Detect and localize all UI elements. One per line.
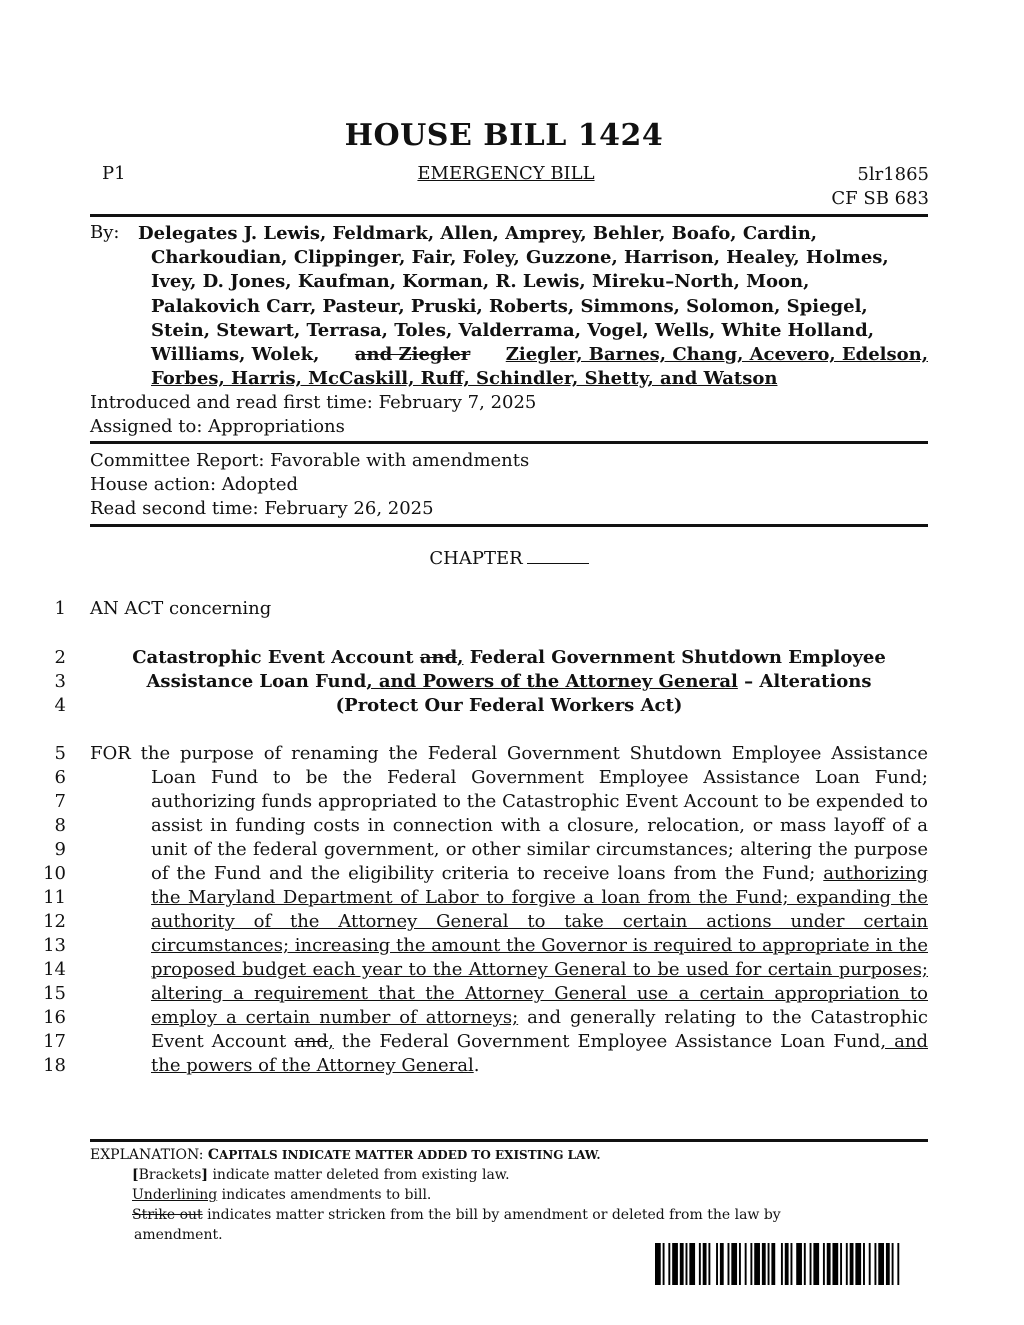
barcode-bar: [703, 1243, 707, 1285]
bill-title-line: [90, 646, 928, 670]
barcode: [655, 1243, 905, 1285]
explanation-divider: [90, 1139, 928, 1142]
committee-status: [90, 449, 529, 522]
barcode-bar: [771, 1243, 775, 1285]
barcode-bar: [791, 1243, 793, 1285]
added-text: employ a certain number of attorneys;: [151, 1007, 519, 1028]
line-number: 11: [43, 887, 66, 908]
barcode-bar: [874, 1243, 876, 1285]
second-reading: Read second time: February 26, 2025: [90, 498, 434, 520]
line-number: 16: [43, 1007, 66, 1028]
barcode-bar: [720, 1243, 724, 1285]
barcode-bar: [708, 1243, 710, 1285]
title-text: – Alterations: [744, 671, 872, 692]
barcode-bar: [750, 1243, 752, 1285]
barcode-bar: [686, 1243, 688, 1285]
barcode-bar: [680, 1243, 684, 1285]
explanation-text: Strike out: [132, 1207, 203, 1223]
explanation-text: Underlining: [132, 1187, 218, 1203]
explanation-strike: [132, 1205, 781, 1225]
barcode-bar: [892, 1243, 894, 1285]
explanation-underlining: [132, 1185, 781, 1205]
explanation-text: C: [207, 1147, 220, 1163]
explanation-strike-cont: amendment.: [134, 1227, 223, 1243]
barcode-bar: [739, 1243, 741, 1285]
barcode-bar: [728, 1243, 730, 1285]
assigned-committee: Assigned to: Appropriations: [90, 416, 345, 438]
struck-text: and: [419, 647, 458, 668]
line-number: 14: [43, 959, 66, 980]
line-number: 7: [54, 791, 66, 812]
barcode-bar: [823, 1243, 825, 1285]
sponsor-line: Delegates J. Lewis, Feldmark, Allen, Amprey, Behler, Boafo, Cardin,: [138, 223, 818, 244]
explanation-text: APITALS INDICATE MATTER ADDED TO EXISTING LAW.: [219, 1148, 601, 1162]
line-number: 8: [54, 815, 66, 836]
title-text: Catastrophic Event Account: [132, 647, 414, 668]
chapter-label: CHAPTER: [429, 548, 523, 569]
added-text: the powers of the Attorney General: [151, 1055, 474, 1076]
title-text: Federal Government Shutdown Employee: [469, 647, 886, 668]
by-label: By:: [90, 222, 120, 243]
barcode-bar: [754, 1243, 760, 1285]
added-text: authorizing: [823, 863, 928, 884]
barcode-bar: [699, 1243, 701, 1285]
file-code: 5lr1865: [857, 164, 929, 185]
purpose-line: [151, 1054, 479, 1078]
barcode-bar: [827, 1243, 831, 1285]
committee-divider: [90, 524, 928, 527]
status-divider: [90, 441, 928, 444]
struck-text: and: [294, 1031, 329, 1052]
barcode-bar: [768, 1243, 770, 1285]
purpose-line: FOR the purpose of renaming the Federal Government Shutdown Employee Assistance: [90, 743, 928, 764]
line-number: 1: [54, 598, 66, 619]
bill-title-line: [90, 670, 928, 694]
purpose-line: unit of the federal government, or other similar circumstances; altering the purpose: [151, 839, 928, 860]
explanation-block: [90, 1145, 781, 1245]
purpose-text: of the Fund and the eligibility criteria to receive loans from the Fund;: [151, 863, 816, 884]
barcode-bar: [655, 1243, 661, 1285]
line-number: 15: [43, 983, 66, 1004]
line-number: 18: [43, 1055, 66, 1076]
barcode-bar: [855, 1243, 861, 1285]
barcode-bar: [897, 1243, 899, 1285]
barcode-bar: [745, 1243, 747, 1285]
bracket-glyph: [: [132, 1167, 139, 1183]
added-text: ,: [457, 647, 464, 668]
barcode-bar: [840, 1243, 842, 1285]
explanation-text: indicates amendments to bill.: [221, 1187, 432, 1203]
added-text: , and: [880, 1031, 928, 1052]
sponsor-line: Charkoudian, Clippinger, Fair, Foley, Guzzone, Harrison, Healey, Holmes,: [151, 247, 889, 269]
barcode-bar: [731, 1243, 737, 1285]
barcode-bar: [796, 1243, 802, 1285]
bill-short-title: (Protect Our Federal Workers Act): [335, 695, 683, 716]
sponsor-list: [138, 222, 928, 391]
barcode-bar: [762, 1243, 766, 1285]
barcode-bar: [668, 1243, 670, 1285]
line-number: 9: [54, 839, 66, 860]
bill-title: HOUSE BILL 1424: [344, 118, 664, 153]
explanation-brackets: [132, 1165, 781, 1185]
barcode-bar: [886, 1243, 890, 1285]
line-number: 2: [54, 647, 66, 668]
explanation-capitals: [90, 1145, 781, 1165]
cross-file: CF SB 683: [831, 188, 929, 209]
bill-type: EMERGENCY BILL: [417, 163, 595, 184]
explanation-text: Brackets: [138, 1167, 202, 1183]
file-codes: [831, 163, 929, 211]
house-action: House action: Adopted: [90, 474, 299, 496]
sponsor-line: [151, 343, 928, 367]
committee-report: Committee Report: Favorable with amendments: [90, 450, 530, 471]
barcode-bar: [869, 1243, 871, 1285]
purpose-line: Loan Fund to be the Federal Government Employee Assistance Loan Fund;: [151, 767, 928, 788]
line-number: 17: [43, 1031, 66, 1052]
barcode-bar: [804, 1243, 806, 1285]
explanation-text: indicates matter stricken from the bill by amendment or deleted from the law by: [207, 1207, 781, 1223]
line-number: 10: [43, 863, 66, 884]
barcode-bar: [813, 1243, 819, 1285]
purpose-line-added: altering a requirement that the Attorney General use a certain appropriation to: [151, 983, 928, 1004]
purpose-line-added: the Maryland Department of Labor to forgive a loan from the Fund; expanding the: [151, 887, 928, 908]
purpose-line: [151, 1006, 928, 1030]
added-text: ,: [328, 1031, 334, 1052]
barcode-bar: [689, 1243, 695, 1285]
section-code: P1: [102, 163, 126, 184]
barcode-bar: [672, 1243, 678, 1285]
line-number: 4: [54, 695, 66, 716]
barcode-bar: [863, 1243, 865, 1285]
barcode-bar: [850, 1243, 854, 1285]
purpose-line: authorizing funds appropriated to the Catastrophic Event Account to be expended to: [151, 791, 928, 812]
chapter-heading: [0, 548, 1018, 569]
header-divider: [90, 214, 928, 217]
purpose-line-added: proposed budget each year to the Attorney General to be used for certain purposes;: [151, 959, 928, 980]
purpose-text: .: [473, 1055, 480, 1076]
line-number: 12: [43, 911, 66, 932]
purpose-line-added: authority of the Attorney General to take certain actions under certain: [151, 911, 928, 932]
chapter-blank: [527, 549, 589, 564]
barcode-bar: [716, 1243, 718, 1285]
barcode-bar: [781, 1243, 783, 1285]
barcode-bar: [878, 1243, 884, 1285]
purpose-line: [151, 1030, 928, 1054]
sponsor-line: Palakovich Carr, Pasteur, Pruski, Roberts, Simmons, Solomon, Spiegel,: [151, 295, 868, 317]
line-number: 5: [54, 743, 66, 764]
barcode-bar: [785, 1243, 789, 1285]
line-number: 3: [54, 671, 66, 692]
introduced-date: Introduced and read first time: February 7, 2025: [90, 392, 537, 413]
line-number: 6: [54, 767, 66, 788]
added-text: , and Powers of the Attorney General: [366, 671, 738, 692]
sponsor-line: Stein, Stewart, Terrasa, Toles, Valderrama, Vogel, Wells, White Holland,: [151, 319, 874, 341]
sponsor-line: Ivey, D. Jones, Kaufman, Korman, R. Lewis, Mireku–North, Moon,: [151, 271, 810, 293]
purpose-text: Event Account: [151, 1031, 287, 1052]
title-text: Assistance Loan Fund: [146, 671, 367, 692]
purpose-text: the Federal Government Employee Assistance Loan Fund: [341, 1031, 881, 1052]
purpose-line: [151, 862, 928, 886]
sponsor-line: [151, 367, 928, 391]
purpose-line-added: circumstances; increasing the amount the Governor is required to appropriate in the: [151, 935, 928, 956]
act-line: AN ACT concerning: [90, 598, 272, 619]
struck-text: and Ziegler: [354, 344, 471, 366]
explanation-text: indicate matter deleted from existing law.: [212, 1167, 510, 1183]
sponsor-text: Williams, Wolek,: [151, 344, 320, 366]
barcode-bar: [832, 1243, 838, 1285]
purpose-text: and generally relating to the Catastrophic: [527, 1007, 928, 1028]
barcode-bar: [810, 1243, 812, 1285]
purpose-line: assist in funding costs in connection with a closure, relocation, or mass layoff of a: [151, 815, 928, 836]
barcode-bar: [663, 1243, 665, 1285]
explanation-label: EXPLANATION:: [90, 1147, 204, 1163]
added-text: Forbes, Harris, McCaskill, Ruff, Schindler, Shetty, and Watson: [151, 368, 778, 390]
barcode-bar: [846, 1243, 848, 1285]
added-text: Ziegler, Barnes, Chang, Acevero, Edelson,: [505, 344, 928, 366]
bracket-glyph: ]: [201, 1167, 208, 1183]
introduction-status: [90, 391, 536, 439]
line-number: 13: [43, 935, 66, 956]
